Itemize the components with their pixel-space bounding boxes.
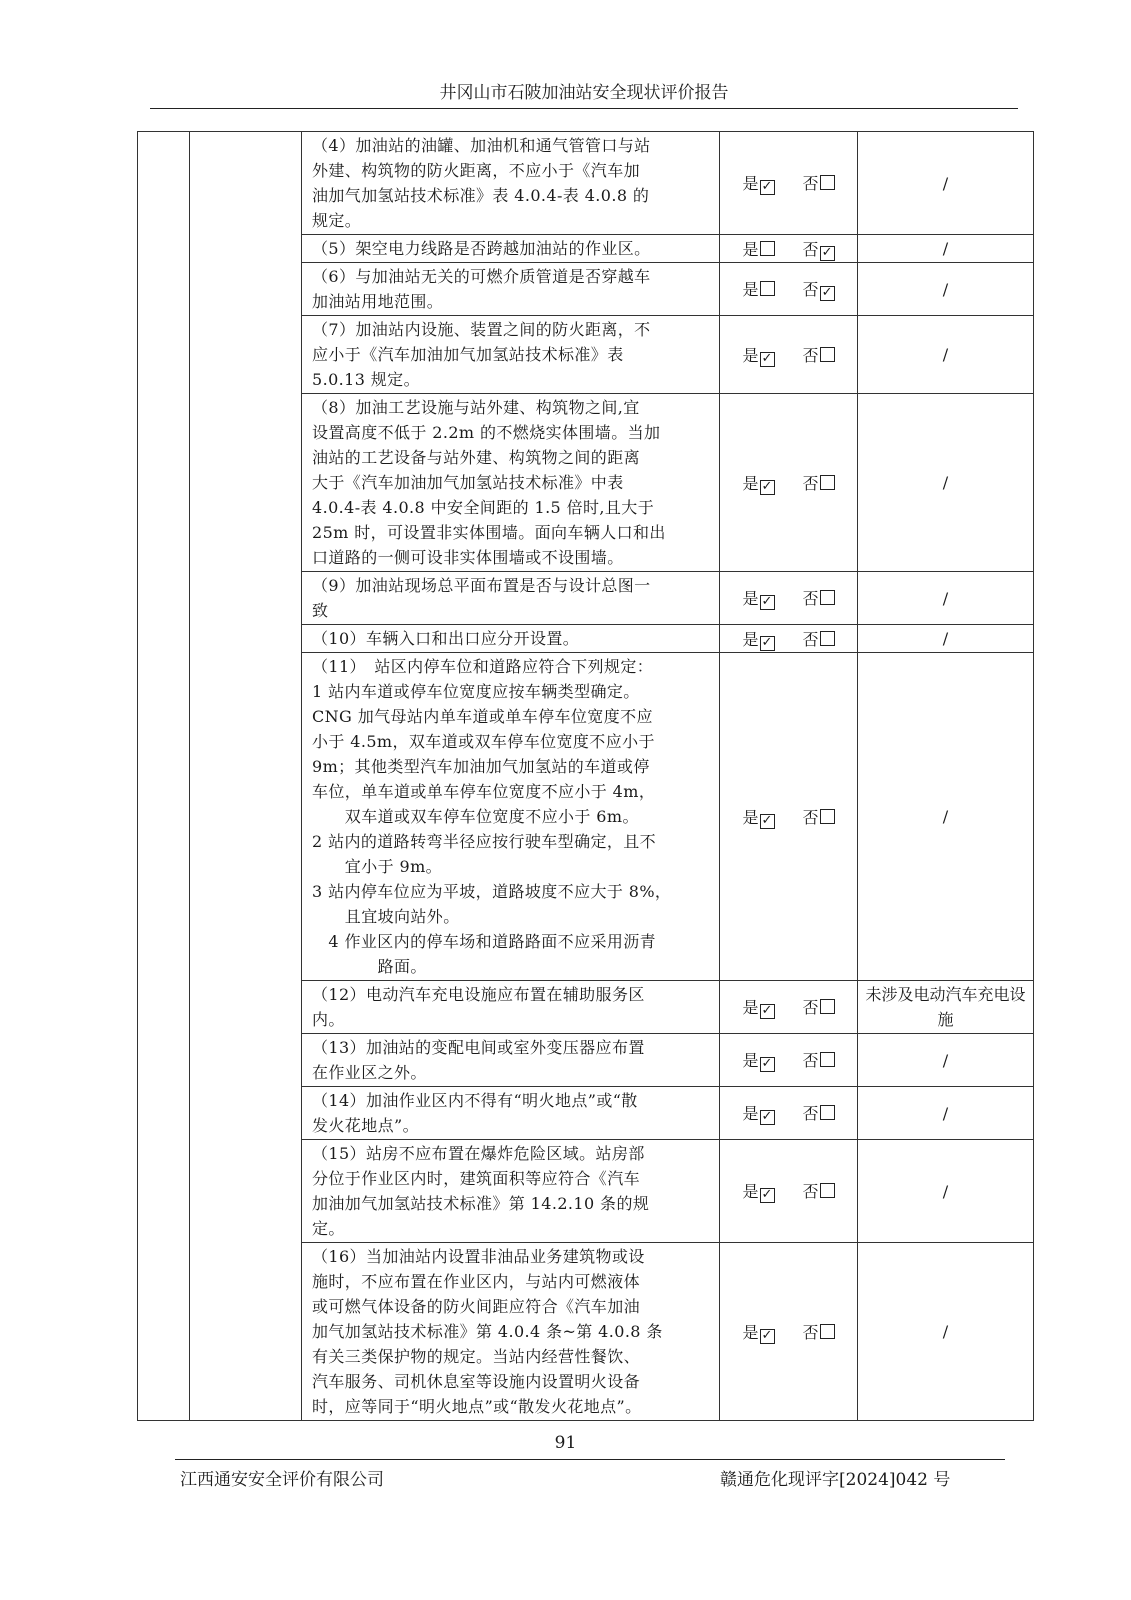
requirement-text <box>302 1140 720 1243</box>
requirement-line: 双车道或双车停车位宽度不应小于 6m。 <box>312 807 639 826</box>
requirement-line: 加油加气加氢站技术标准》第 14.2.10 条的规 <box>312 1194 650 1213</box>
yes-no-cell <box>720 1087 858 1140</box>
requirement-line: 25m 时，可设置非实体围墙。面向车辆人口和出 <box>312 523 666 542</box>
remark-cell: / <box>858 316 1034 394</box>
yes-checkbox: ✓ <box>760 814 775 829</box>
requirement-line: （10）车辆入口和出口应分开设置。 <box>312 629 580 648</box>
requirement-text <box>302 653 720 981</box>
no-label: 否 <box>802 1182 819 1201</box>
no-checkbox <box>820 1052 835 1067</box>
requirement-line: （12）电动汽车充电设施应布置在辅助服务区 <box>312 985 645 1004</box>
requirement-line: （11） 站区内停车位和道路应符合下列规定： <box>312 657 654 676</box>
requirement-line: 2 站内的道路转弯半径应按行驶车型确定，且不 <box>312 832 657 851</box>
yes-no-cell <box>720 572 858 625</box>
yes-label: 是 <box>742 239 759 259</box>
yes-label: 是 <box>742 345 759 365</box>
requirement-line: 应小于《汽车加油加气加氢站技术标准》表 <box>312 345 624 364</box>
yes-no-cell <box>720 263 858 316</box>
requirement-line: 在作业区之外。 <box>312 1063 427 1082</box>
yes-label: 是 <box>742 174 759 193</box>
requirement-text <box>302 132 720 235</box>
no-checkbox <box>820 1105 835 1120</box>
yes-checkbox: ✓ <box>760 180 775 195</box>
no-checkbox <box>820 347 835 362</box>
requirement-line: 汽车服务、司机休息室等设施内设置明火设备 <box>312 1372 641 1391</box>
category-cell <box>138 132 190 1421</box>
remark-cell: / <box>858 394 1034 572</box>
no-label: 否 <box>802 239 819 259</box>
requirement-line: CNG 加气母站内单车道或单车停车位宽度不应 <box>312 707 653 726</box>
no-checkbox <box>820 175 835 190</box>
requirement-line: 分位于作业区内时，建筑面积等应符合《汽车 <box>312 1169 641 1188</box>
requirement-text <box>302 235 720 263</box>
no-option <box>803 277 835 301</box>
no-option <box>803 237 835 261</box>
requirement-line: 大于《汽车加油加气加氢站技术标准》中表 <box>312 473 624 492</box>
no-option <box>803 627 835 650</box>
requirement-text <box>302 1034 720 1087</box>
requirement-line: 小于 4.5m，双车道或双车停车位宽度不应小于 <box>312 732 655 751</box>
yes-checkbox: ✓ <box>760 636 775 651</box>
no-checkbox <box>820 475 835 490</box>
remark-cell: / <box>858 572 1034 625</box>
yes-option <box>742 995 774 1019</box>
no-label: 否 <box>802 1322 819 1342</box>
yes-checkbox: ✓ <box>760 352 775 367</box>
page-header-title: 井冈山市石陂加油站安全现状评价报告 <box>150 80 1018 109</box>
yes-checkbox: ✓ <box>760 1004 775 1019</box>
requirement-line: 定。 <box>312 1219 345 1238</box>
yes-option <box>742 471 774 495</box>
requirement-line: 口道路的一侧可设非实体围墙或不设围墙。 <box>312 548 624 567</box>
requirement-line: 外建、构筑物的防火距离，不应小于《汽车加 <box>312 161 641 180</box>
requirement-line: 施时，不应布置在作业区内，与站内可燃液体 <box>312 1272 641 1291</box>
no-option <box>803 343 835 366</box>
yes-checkbox: ✓ <box>760 595 775 610</box>
yes-option <box>742 343 774 367</box>
requirement-text <box>302 1243 720 1421</box>
requirement-line: （8）加油工艺设施与站外建、构筑物之间,宜 <box>312 398 640 417</box>
yes-no-cell <box>720 132 858 235</box>
requirement-text <box>302 981 720 1034</box>
yes-label: 是 <box>742 589 759 608</box>
yes-no-cell <box>720 1034 858 1087</box>
yes-checkbox <box>760 241 775 256</box>
requirement-line: （4）加油站的油罐、加油机和通气管管口与站 <box>312 136 651 155</box>
requirement-line: 1 站内车道或停车位宽度应按车辆类型确定。 <box>312 682 640 701</box>
yes-no-cell <box>720 1243 858 1421</box>
requirement-text <box>302 263 720 316</box>
requirement-line: 致 <box>312 601 329 620</box>
requirement-line: 4 作业区内的停车场和道路路面不应采用沥青 <box>312 932 657 951</box>
remark-cell: / <box>858 625 1034 653</box>
yes-option <box>742 1048 774 1072</box>
remark-cell: / <box>858 1243 1034 1421</box>
yes-option <box>742 1101 774 1125</box>
no-checkbox <box>820 1324 835 1339</box>
no-option <box>803 805 835 828</box>
no-option <box>803 995 835 1018</box>
no-label: 否 <box>802 174 819 193</box>
no-option <box>803 1048 835 1071</box>
yes-no-cell <box>720 625 858 653</box>
requirement-line: 内。 <box>312 1010 345 1029</box>
no-checkbox <box>820 1183 835 1198</box>
requirement-text <box>302 572 720 625</box>
requirement-line: 油加气加氢站技术标准》表 4.0.4-表 4.0.8 的 <box>312 186 650 205</box>
requirement-text <box>302 394 720 572</box>
requirement-line: （16）当加油站内设置非油品业务建筑物或设 <box>312 1247 645 1266</box>
yes-label: 是 <box>742 1104 759 1123</box>
yes-option <box>742 1179 774 1203</box>
requirement-line: （13）加油站的变配电间或室外变压器应布置 <box>312 1038 645 1057</box>
yes-label: 是 <box>742 1051 759 1070</box>
no-label: 否 <box>802 280 819 299</box>
table-row <box>138 132 1034 235</box>
no-option <box>803 471 835 494</box>
yes-label: 是 <box>742 280 759 299</box>
requirement-line: 发火花地点”。 <box>312 1116 419 1135</box>
requirement-text <box>302 1087 720 1140</box>
yes-checkbox <box>760 281 775 296</box>
yes-option <box>742 586 774 610</box>
yes-label: 是 <box>742 998 759 1017</box>
no-checkbox <box>820 631 835 646</box>
remark-cell: / <box>858 235 1034 263</box>
remark-cell: / <box>858 1087 1034 1140</box>
requirement-line: （15）站房不应布置在爆炸危险区域。站房部 <box>312 1144 645 1163</box>
yes-checkbox: ✓ <box>760 1057 775 1072</box>
yes-no-cell <box>720 1140 858 1243</box>
no-label: 否 <box>802 629 819 649</box>
no-label: 否 <box>802 998 819 1017</box>
requirement-line: 有关三类保护物的规定。当站内经营性餐饮、 <box>312 1347 641 1366</box>
no-checkbox <box>820 590 835 605</box>
no-option <box>803 1101 835 1124</box>
yes-no-cell <box>720 235 858 263</box>
yes-label: 是 <box>742 629 759 649</box>
no-checkbox: ✓ <box>820 246 835 261</box>
remark-cell: / <box>858 1140 1034 1243</box>
yes-no-cell <box>720 394 858 572</box>
yes-checkbox: ✓ <box>760 1110 775 1125</box>
requirement-line: 路面。 <box>312 957 427 976</box>
no-label: 否 <box>802 1104 819 1123</box>
requirement-text <box>302 625 720 653</box>
yes-option <box>742 277 774 300</box>
yes-option <box>742 1320 774 1344</box>
yes-label: 是 <box>742 807 759 827</box>
evaluation-table <box>137 131 1034 1421</box>
requirement-line: 油站的工艺设备与站外建、构筑物之间的距离 <box>312 448 641 467</box>
footer-company: 江西通安安全评价有限公司 <box>180 1470 384 1490</box>
requirement-line: 时，应等同于“明火地点”或“散发火花地点”。 <box>312 1397 642 1416</box>
requirement-line: （6）与加油站无关的可燃介质管道是否穿越车 <box>312 267 651 286</box>
requirement-line: 且宜坡向站外。 <box>312 907 460 926</box>
requirement-line: 加油站用地范围。 <box>312 292 444 311</box>
yes-no-cell <box>720 981 858 1034</box>
requirement-line: 加气加氢站技术标准》第 4.0.4 条~第 4.0.8 条 <box>312 1322 663 1341</box>
requirement-line: 宜小于 9m。 <box>312 857 443 876</box>
no-label: 否 <box>802 345 819 365</box>
no-label: 否 <box>802 807 819 827</box>
page-number: 91 <box>554 1433 577 1453</box>
requirement-line: 5.0.13 规定。 <box>312 370 420 389</box>
no-option <box>803 1320 835 1343</box>
yes-option <box>742 805 774 829</box>
no-option <box>803 171 835 194</box>
yes-option <box>742 627 774 651</box>
requirement-line: （5）架空电力线路是否跨越加油站的作业区。 <box>312 239 651 258</box>
footer-divider <box>175 1459 1005 1460</box>
yes-label: 是 <box>742 1322 759 1342</box>
requirement-line: 4.0.4-表 4.0.8 中安全间距的 1.5 倍时,且大于 <box>312 498 655 517</box>
no-checkbox <box>820 999 835 1014</box>
no-label: 否 <box>802 589 819 608</box>
yes-checkbox: ✓ <box>760 480 775 495</box>
no-label: 否 <box>802 1051 819 1070</box>
requirement-line: 设置高度不低于 2.2m 的不燃烧实体围墙。当加 <box>312 423 661 442</box>
yes-label: 是 <box>742 473 759 493</box>
no-checkbox <box>820 809 835 824</box>
footer-report-number: 赣通危化现评字[2024]042 号 <box>720 1470 951 1490</box>
no-option <box>803 586 835 609</box>
remark-cell: / <box>858 653 1034 981</box>
yes-no-cell <box>720 653 858 981</box>
requirement-line: （7）加油站内设施、装置之间的防火距离，不 <box>312 320 651 339</box>
requirement-line: 规定。 <box>312 211 362 230</box>
requirement-line: 或可燃气体设备的防火间距应符合《汽车加油 <box>312 1297 641 1316</box>
yes-option <box>742 171 774 195</box>
requirement-text <box>302 316 720 394</box>
item-cell <box>190 132 302 1421</box>
yes-checkbox: ✓ <box>760 1188 775 1203</box>
requirement-line: 车位，单车道或单车停车位宽度不应小于 4m， <box>312 782 656 801</box>
requirement-line: （9）加油站现场总平面布置是否与设计总图一 <box>312 576 651 595</box>
requirement-line: 9m；其他类型汽车加油加气加氢站的车道或停 <box>312 757 650 776</box>
requirement-line: 3 站内停车位应为平坡，道路坡度不应大于 8%， <box>312 882 672 901</box>
requirement-line: （14）加油作业区内不得有“明火地点”或“散 <box>312 1091 638 1110</box>
remark-cell: / <box>858 263 1034 316</box>
no-option <box>803 1179 835 1202</box>
remark-cell: / <box>858 132 1034 235</box>
no-checkbox: ✓ <box>820 286 835 301</box>
no-label: 否 <box>802 473 819 493</box>
yes-checkbox: ✓ <box>760 1329 775 1344</box>
remark-cell: 未涉及电动汽车充电设施 <box>858 981 1034 1034</box>
yes-no-cell <box>720 316 858 394</box>
yes-label: 是 <box>742 1182 759 1201</box>
yes-option <box>742 237 774 260</box>
remark-cell: / <box>858 1034 1034 1087</box>
